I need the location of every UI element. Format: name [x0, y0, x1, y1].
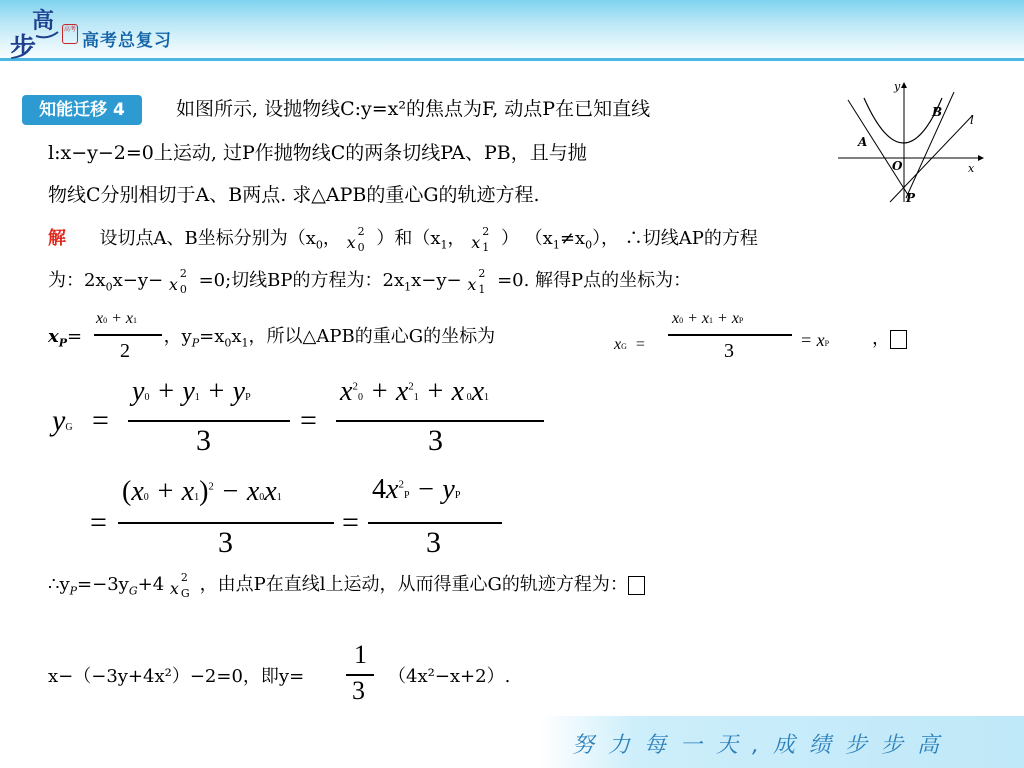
s1-part-d: ≠x — [559, 228, 586, 249]
conc-a: ∴y — [48, 574, 70, 595]
solution-marker: 解 — [48, 228, 66, 249]
footer-slogan: 努力每一天,成绩步步高 — [572, 733, 953, 758]
row2-den-1: 3 — [218, 526, 233, 559]
solution-line-1: 解 设切点A、B坐标分别为（$x_0$， x 2 0 ）和（$x_1$， x 2 1 ） $(x_1\ne x_0)$， ∴切线AP的方程 — [48, 225, 758, 254]
label-x: x — [968, 162, 975, 175]
label-a: A — [858, 135, 868, 149]
problem-line-2: l:x−y−2=0上运动, 过P作抛物线C的两条切线PA、PB，且与抛 — [48, 142, 587, 164]
yg-num-2: $x^20 + x^21 + x$ 0x1 — [340, 376, 490, 407]
xp-denominator: 2 — [120, 340, 130, 362]
yg-num-1: y0 + y1 + yP — [132, 376, 251, 407]
s3-part-b: ，y — [163, 326, 192, 347]
logo-icon — [6, 6, 68, 62]
section-badge: 知能迁移 4 — [22, 95, 142, 125]
label-y: y — [894, 80, 901, 93]
label-p: P — [906, 191, 916, 204]
conc-d: ，由点P在直线l上运动，从而得重心G的轨迹方程为： — [199, 574, 628, 595]
final-line-a: x−（−3y+4x²）−2=0，即y= — [48, 666, 305, 687]
row2-num-1: $(x0 + x1)^2 - x0x1$ — [122, 476, 282, 507]
yg-den-1: 3 — [196, 424, 211, 457]
row2-num-2: $4x^2P$ − yP — [372, 474, 461, 505]
xp-fraction-bar — [94, 334, 162, 336]
row2-eq-1: = — [90, 506, 107, 539]
xg-lhs: xG = — [614, 336, 646, 353]
header-divider — [0, 58, 1024, 61]
row2-eq-2: = — [342, 506, 359, 539]
x0-squared: x 2 0 — [346, 225, 365, 254]
conc-b: =−3y — [77, 574, 129, 595]
yg-lhs: yG — [52, 404, 73, 437]
problem-line-3: 物线C分别相切于A、B两点. 求△APB的重心G的轨迹方程. — [48, 184, 540, 206]
s2-part-a: 为：2x — [48, 270, 106, 291]
row2-den-2: 3 — [426, 526, 441, 559]
xg-rhs: = xP — [800, 330, 830, 350]
yg-eq-2: = — [300, 404, 317, 437]
solution-line-3: $x_P=$ ，$y_P=x_0x_1$，所以△APB的重心G的坐标为 — [48, 326, 496, 350]
final-frac-num: 1 — [354, 640, 367, 669]
s3-tail: ， — [872, 324, 907, 350]
yg-bar-2 — [336, 420, 544, 422]
s1-part-a: 设切点A、B坐标分别为（x — [99, 228, 316, 249]
s3-part-c: =x — [199, 326, 225, 347]
xg-fraction-bar — [668, 334, 792, 336]
svg-text:高: 高 — [32, 8, 55, 34]
s2-part-e: =0. 解得P点的坐标为： — [497, 270, 692, 291]
s3-part-d: x — [231, 326, 242, 347]
conc-c: +4 — [137, 574, 165, 595]
s1-part-c: ） （x — [500, 228, 553, 249]
yg-den-2: 3 — [428, 424, 443, 457]
xg-numerator: x0 + x1 + xP — [672, 310, 744, 327]
yg-bar-1 — [128, 420, 290, 422]
problem-line-1: 如图所示, 设抛物线C:y=x²的焦点为F, 动点P在已知直线 — [176, 98, 651, 120]
s2-part-d: x−y− — [411, 270, 462, 291]
x1-squared-2: x 2 1 — [467, 267, 486, 296]
final-line-b: （4x²−x+2）. — [388, 666, 511, 687]
xg-denominator: 3 — [724, 340, 734, 362]
s1-part-b: ）和（x — [376, 228, 441, 249]
header-title: 高考总复习 — [82, 31, 172, 51]
conclusion-line: $\therefore y_P=-3y_G+4$ x 2 G ，由点P在直线l上运动，从而得重心G的轨迹方程为： — [48, 570, 645, 598]
svg-text:步: 步 — [10, 33, 37, 62]
s2-part-c: =0;切线BP的方程为：2x — [198, 270, 405, 291]
solution-line-2: 为：$2x_0x-y-$ x 2 0 =0;切线BP的方程为：$2x_1x-y-$ x 2 1 =0. 解得P点的坐标为： — [48, 267, 692, 296]
s3-part-a: x — [48, 326, 59, 347]
parabola-figure — [838, 78, 988, 204]
label-b: B — [932, 105, 943, 119]
row2-bar-2 — [368, 522, 502, 524]
xg-squared: x 2 G — [169, 571, 190, 600]
seal-icon: 高考 — [62, 24, 78, 44]
s2-part-b: x−y− — [112, 270, 164, 291]
label-o: O — [892, 159, 903, 173]
s3-part-e: ，所以△APB的重心G的坐标为 — [248, 326, 496, 347]
final-frac-den: 3 — [352, 676, 365, 705]
s1-part-e: ）， ∴切线AP的方程 — [592, 228, 758, 249]
label-l: l — [970, 113, 974, 127]
x1-squared: x 2 1 — [471, 225, 490, 254]
yg-eq-1: = — [92, 404, 109, 437]
row2-bar-1 — [118, 522, 334, 524]
x0-squared-2: x 2 0 — [168, 267, 187, 296]
xp-numerator: x0 + x1 — [96, 310, 138, 327]
